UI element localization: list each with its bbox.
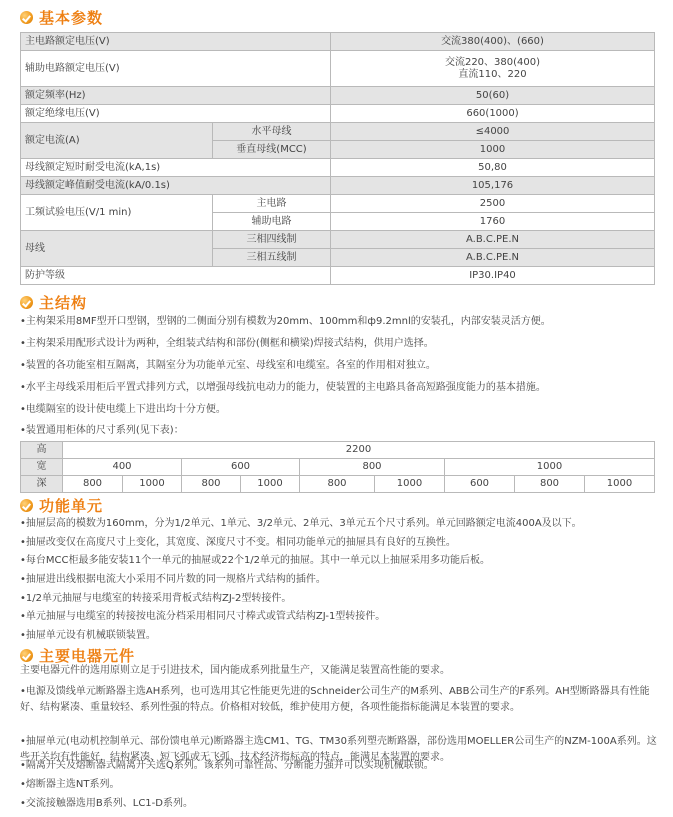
param-value: 50,80 (331, 159, 655, 177)
param-sub-label: 三相四线制 (213, 231, 331, 249)
params-table (20, 32, 655, 285)
list-item: •熔断器主选NT系列。 (20, 779, 120, 790)
dim-height-value: 2200 (63, 442, 655, 459)
param-value: 50(60) (331, 87, 655, 105)
list-item: •装置的各功能室相互隔离，其隔室分为功能单元室、母线室和电缆室。各室的作用相对独立。 (20, 360, 436, 371)
bullet-check-icon (20, 11, 33, 24)
param-value: 2500 (331, 195, 655, 213)
list-item: •电源及馈线单元断路器主选AH系列，也可选用其它性能更先进的Schneider公司生产的M系列、ABB公司生产的F系列。AH型断路器具有性能好、结构紧凑、重量较轻、系列性强的特点。价格相对较低，维护使用方便，各项性能指标能满足本装置的要求。 (20, 686, 650, 713)
table-row (21, 87, 655, 105)
param-label: 防护等级 (21, 267, 331, 285)
param-value: A.B.C.PE.N (331, 249, 655, 267)
param-value-line: 直流110、220 (458, 68, 527, 80)
param-label: 辅助电路额定电压(V) (21, 51, 331, 87)
param-value (331, 51, 655, 87)
table-row (21, 231, 655, 249)
list-item: •装置通用柜体的尺寸系列(见下表)： (20, 425, 184, 436)
dimensions-table (20, 441, 655, 493)
param-sub-label: 辅助电路 (213, 213, 331, 231)
section-title-text: 主要电器元件 (39, 646, 136, 665)
dim-label-depth: 深 (21, 476, 63, 493)
param-value-line: 交流220、380(400) (444, 56, 541, 68)
param-sub-label: 主电路 (213, 195, 331, 213)
list-item: •交流接触器选用B系列、LC1-D系列。 (20, 798, 193, 809)
table-row (21, 33, 655, 51)
section-title-text: 基本参数 (39, 8, 104, 27)
bullet-check-icon (20, 499, 33, 512)
dim-depth-value: 800 (63, 476, 123, 493)
dim-depth-value: 800 (515, 476, 585, 493)
section-title-text: 功能单元 (39, 496, 104, 515)
param-value: 1760 (331, 213, 655, 231)
list-item: •抽屉改变仅在高度尺寸上变化，其宽度、深度尺寸不变。相同功能单元的抽屉具有良好的互换性。 (20, 537, 456, 548)
table-row (21, 442, 655, 459)
list-item: •隔离开关及熔断器式隔离开关选Q系列。该系列可靠性高、分断能力强并可以实现机械联锁。 (20, 760, 434, 771)
param-label: 工频试验电压(V/1 min) (21, 195, 213, 231)
dim-depth-value: 1000 (241, 476, 300, 493)
param-label: 母线 (21, 231, 213, 267)
list-item: •每台MCC柜最多能安装11个一单元的抽屉或22个1/2单元的抽屉。其中一单元以上抽屉采用多功能后板。 (20, 555, 491, 566)
dim-width-value: 800 (300, 459, 445, 476)
param-sub-label: 三相五线制 (213, 249, 331, 267)
list-item: •主构架采用8MF型开口型钢，型钢的二侧面分别有模数为20mm、100mm和ф9.2mnl的安装孔，内部安装灵活方便。 (20, 316, 551, 327)
param-label: 主电路额定电压(V) (21, 33, 331, 51)
section-title-structure (20, 291, 87, 313)
bullet-check-icon (20, 296, 33, 309)
dim-depth-value: 600 (445, 476, 515, 493)
intro-text: 主要电器元件的选用原则立足于引进技术，国内能成系列批量生产，又能满足装置高性能的要求。 (20, 665, 450, 676)
param-sub-label: 垂直母线(MCC) (213, 141, 331, 159)
param-value: 105,176 (331, 177, 655, 195)
table-row (21, 105, 655, 123)
param-label: 额定频率(Hz) (21, 87, 331, 105)
param-value: 1000 (331, 141, 655, 159)
dim-width-value: 1000 (445, 459, 655, 476)
table-row (21, 159, 655, 177)
param-label: 母线额定短时耐受电流(kA,1s) (21, 159, 331, 177)
list-item: •单元抽屉与电缆室的转接按电流分档采用相同尺寸棒式或管式结构ZJ-1型转接件。 (20, 611, 386, 622)
list-item: •水平主母线采用柜后平置式排列方式，以增强母线抗电动力的能力，使装置的主电路具备高短路强度能力的基本措施。 (20, 382, 546, 393)
list-item: •1/2单元抽屉与电缆室的转接采用背板式结构ZJ-2型转接件。 (20, 593, 292, 604)
table-row (21, 267, 655, 285)
param-label: 额定电流(A) (21, 123, 213, 159)
param-value: IP30.IP40 (331, 267, 655, 285)
list-item: •抽屉单元设有机械联锁装置。 (20, 630, 156, 641)
dim-label-height: 高 (21, 442, 63, 459)
dim-depth-value: 1000 (585, 476, 655, 493)
list-item: •主构架采用配形式设计为两种，全组装式结构和部份(侧框和横梁)焊接式结构，供用户选择。 (20, 338, 434, 349)
table-row (21, 195, 655, 213)
param-label: 母线额定峰值耐受电流(kA/0.1s) (21, 177, 331, 195)
dim-depth-value: 800 (182, 476, 241, 493)
param-value: 交流380(400)、(660) (331, 33, 655, 51)
param-value: 660(1000) (331, 105, 655, 123)
dim-width-value: 600 (182, 459, 300, 476)
dim-depth-value: 1000 (375, 476, 445, 493)
list-item: •抽屉层高的模数为160mm，分为1/2单元、1单元、3/2单元、2单元、3单元五个尺寸系列。单元回路额定电流400A及以下。 (20, 518, 582, 529)
bullet-check-icon (20, 649, 33, 662)
param-label: 额定绝缘电压(V) (21, 105, 331, 123)
dim-width-value: 400 (63, 459, 182, 476)
param-value: ≤4000 (331, 123, 655, 141)
list-item: •电缆隔室的设计使电缆上下进出均十分方便。 (20, 404, 226, 415)
dim-label-width: 宽 (21, 459, 63, 476)
list-item: •抽屉进出线根据电流大小采用不同片数的同一规格片式结构的插件。 (20, 574, 326, 585)
table-row (21, 476, 655, 493)
table-row (21, 177, 655, 195)
table-row (21, 459, 655, 476)
list-item: •抽屉单元(电动机控制单元、部份馈电单元)断路器主选CM1、TG、TM30系列塑壳断路器，部份选用MOELLER公司生产的NZM-100A系列。这些开关均有性能好，结构紧凑、短飞弧或无飞弧、技术经济指标高的特点，能满足本装置的要求。 (20, 736, 657, 763)
dim-depth-value: 800 (300, 476, 375, 493)
table-row (21, 51, 655, 87)
section-title-text: 主结构 (39, 293, 88, 312)
section-title-basic (20, 6, 103, 28)
param-sub-label: 水平母线 (213, 123, 331, 141)
table-row (21, 123, 655, 141)
param-value: A.B.C.PE.N (331, 231, 655, 249)
section-title-function (20, 494, 103, 516)
dim-depth-value: 1000 (123, 476, 182, 493)
